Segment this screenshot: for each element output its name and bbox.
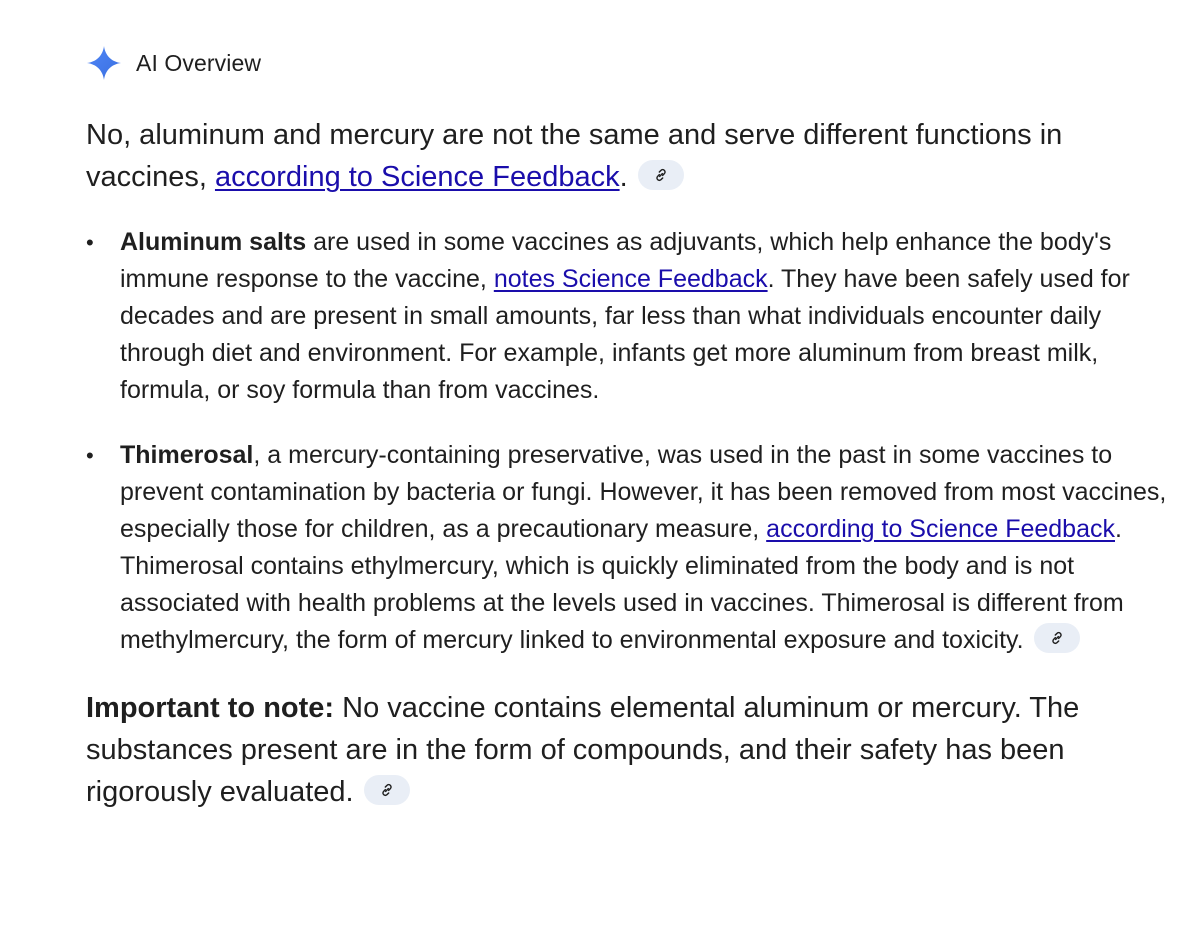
point-lead: Thimerosal (120, 441, 254, 469)
point-text: are used in some vaccines as adjuvants, which help enhance the body's immune response to the vaccine, (120, 228, 1112, 293)
point-text-end: . They have been safely used for decades and are present in small amounts, far less than what individuals encounter daily through diet and environment. For example, infants get more aluminum from breast milk, formula, or soy formula than from vaccines. (120, 265, 1130, 404)
intro-text-end: . (619, 161, 628, 193)
intro-source-link[interactable]: according to Science Feedback (214, 161, 620, 193)
point-text-end: . Thimerosal contains ethylmercury, which is quickly eliminated from the body and is not associated with health problems at the levels used in vaccines. Thimerosal is different from methylmercury, the form of mercury linked to environmental exposure and toxicity. (120, 515, 1124, 654)
point-source-chip[interactable] (1034, 623, 1080, 653)
note-lead: Important to note: (86, 692, 335, 724)
point-source-link[interactable]: notes Science Feedback (493, 265, 768, 293)
list-item (86, 437, 1176, 659)
note-text: No vaccine contains elemental aluminum or mercury. The substances present are in the form of compounds, and their safety has been rigorously evaluated. (86, 692, 1080, 808)
intro-paragraph (86, 114, 1176, 198)
point-source-link[interactable]: according to Science Feedback (766, 515, 1115, 543)
list-item (86, 224, 1176, 409)
intro-text: No, aluminum and mercury are not the same and serve different functions in vaccines, (86, 119, 1063, 193)
sparkle-icon (86, 45, 122, 81)
link-icon (1049, 630, 1065, 646)
link-icon (379, 782, 395, 798)
ai-overview-header (86, 38, 1176, 88)
bullet: • (86, 443, 94, 468)
points-list (86, 224, 1176, 659)
link-icon (653, 167, 669, 183)
point-lead: Aluminum salts (120, 228, 307, 256)
point-text: , a mercury-containing preservative, was used in the past in some vaccines to prevent contamination by bacteria or fungi. However, it has been removed from most vaccines, especially those for children, as a precautionary measure, (120, 441, 1167, 543)
intro-source-chip[interactable] (638, 160, 684, 190)
important-note (86, 687, 1176, 813)
note-source-chip[interactable] (364, 775, 410, 805)
ai-overview-panel (86, 38, 1176, 813)
bullet: • (86, 230, 94, 255)
ai-overview-title: AI Overview (136, 49, 262, 76)
